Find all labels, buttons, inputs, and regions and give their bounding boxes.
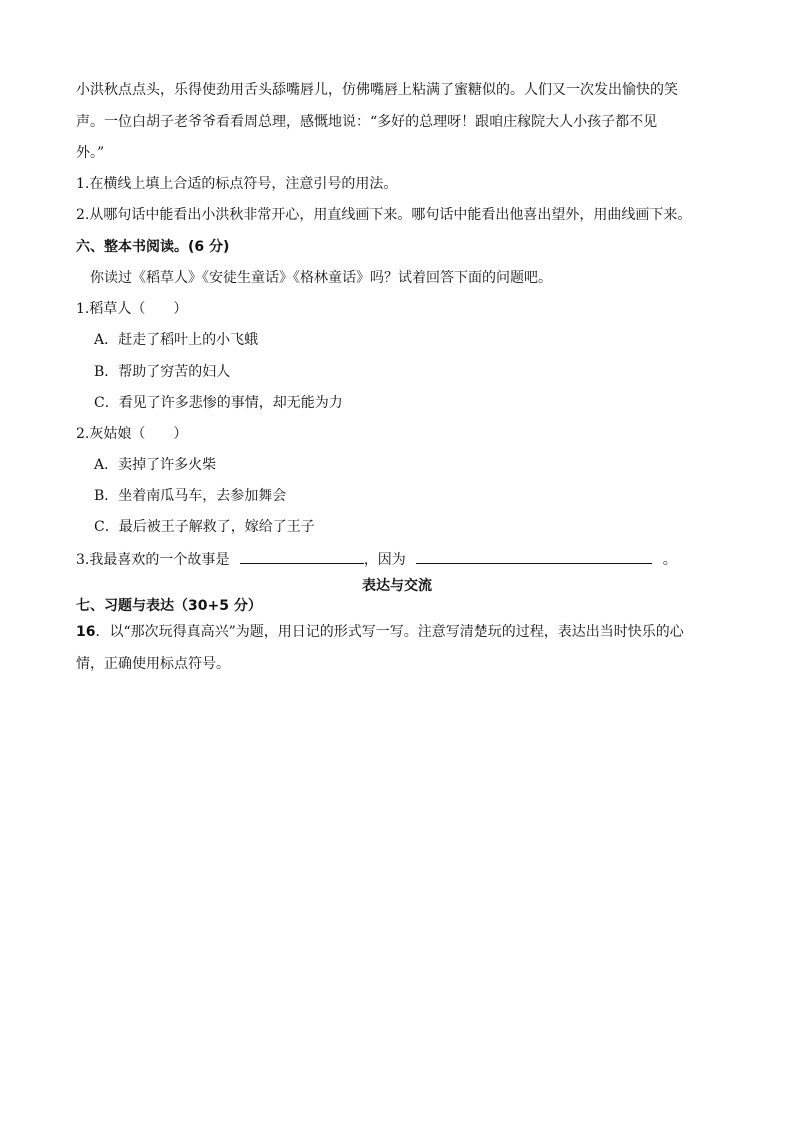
question-2-option-a: A．卖掉了许多火柴 (94, 457, 217, 473)
passage-line-3: 外。” (76, 145, 105, 161)
question-3-prefix: 3.我最喜欢的一个故事是 (76, 552, 230, 568)
favorite-story-blank[interactable] (240, 549, 364, 564)
question-3 (76, 549, 677, 570)
passage-question-2: 2.从哪句话中能看出小洪秋非常开心，用直线画下来。哪句话中能看出他喜出望外，用曲线画下来。 (76, 207, 692, 223)
question-1-stem: 1.稻草人（ ） (76, 301, 188, 317)
question-1-option-a: A．赶走了稻叶上的小飞蛾 (94, 332, 259, 348)
passage-question-1: 1.在横线上填上合适的标点符号，注意引号的用法。 (76, 176, 398, 192)
section-7-heading: 七、习题与表达（30+5 分） (76, 598, 262, 614)
question-2-option-c: C．最后被王子解救了，嫁给了王子 (94, 519, 315, 535)
section-6-intro: 你读过《稻草人》《安徒生童话》《格林童话》吗？试着回答下面的问题吧。 (90, 270, 552, 286)
question-16-number: 16 (76, 624, 96, 640)
question-2-option-b: B．坐着南瓜马车，去参加舞会 (94, 488, 287, 504)
question-16-line-2: 情，正确使用标点符号。 (76, 656, 230, 672)
question-16-line-1 (76, 622, 684, 642)
question-1-option-c: C．看见了许多悲惨的事情，却无能为力 (94, 395, 343, 411)
question-1-option-b: B．帮助了穷苦的妇人 (94, 364, 231, 380)
expression-title: 表达与交流 (362, 578, 432, 594)
question-3-middle: ，因为 (363, 552, 406, 568)
passage-line-2: 声。一位白胡子老爷爷看看周总理，感慨地说：“多好的总理呀！跟咱庄稼院大人小孩子都不见 (76, 114, 658, 130)
section-6-heading: 六、整本书阅读。(6 分) (76, 239, 230, 255)
question-2-stem: 2.灰姑娘（ ） (76, 426, 188, 442)
question-16-text: ．以“那次玩得真高兴”为题，用日记的形式写一写。注意写清楚玩的过程，表达出当时快乐的心 (95, 624, 684, 640)
reason-blank[interactable] (416, 549, 652, 564)
question-3-suffix: 。 (662, 552, 677, 568)
passage-line-1: 小洪秋点点头，乐得使劲用舌头舔嘴唇儿，仿佛嘴唇上粘满了蜜糖似的。人们又一次发出愉快的笑 (76, 82, 678, 98)
